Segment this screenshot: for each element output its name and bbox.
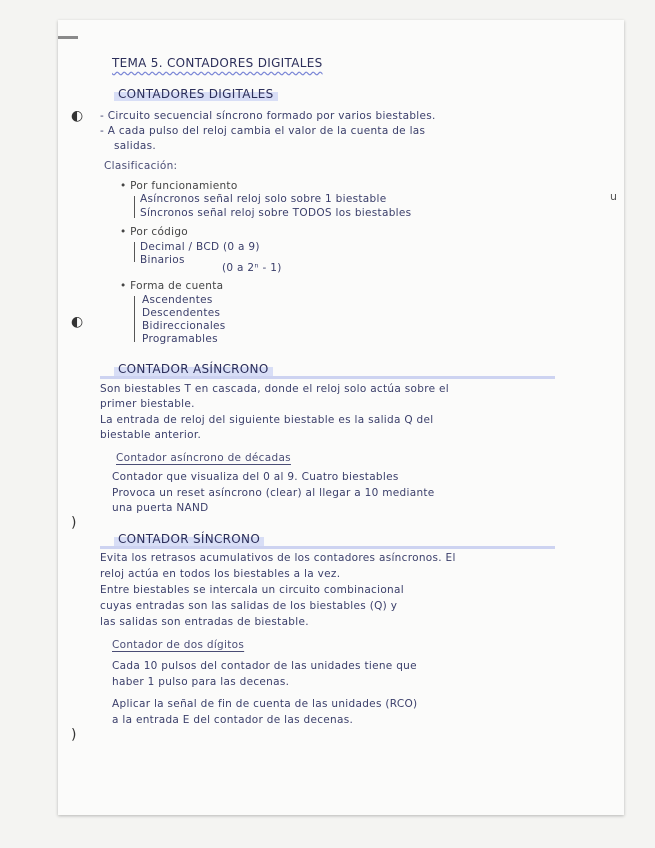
page-title: TEMA 5. CONTADORES DIGITALES <box>112 56 323 70</box>
body-line: Aplicar la señal de fin de cuenta de las unidades (RCO) <box>112 698 418 710</box>
punch-hole-icon: ) <box>71 727 77 743</box>
body-line: - Circuito secuencial síncrono formado por varios biestables. <box>100 110 436 122</box>
subsection-heading: Contador asíncrono de décadas <box>116 452 291 464</box>
body-line: biestable anterior. <box>100 429 202 441</box>
group-item: Síncronos señal reloj sobre TODOS los biestables <box>140 207 412 219</box>
group-item: Bidireccionales <box>142 320 226 332</box>
body-line: primer biestable. <box>100 398 195 410</box>
group-item: Decimal / BCD (0 a 9) <box>140 241 260 253</box>
page-corner-mark <box>58 36 78 39</box>
section-heading: CONTADOR ASÍNCRONO <box>114 362 273 376</box>
group-item: (0 a 2ⁿ - 1) <box>222 262 282 274</box>
section-heading: CONTADOR SÍNCRONO <box>114 532 264 546</box>
punch-hole-icon: ◐ <box>71 314 84 330</box>
group-item: Ascendentes <box>142 294 213 306</box>
bracket <box>134 242 135 262</box>
punch-hole-icon: ) <box>71 515 77 531</box>
bracket <box>134 196 135 218</box>
body-line: las salidas son entradas de biestable. <box>100 616 309 628</box>
body-line: Evita los retrasos acumulativos de los contadores asíncronos. El <box>100 552 456 564</box>
group-label: • Por funcionamiento <box>120 180 238 192</box>
body-line: Contador que visualiza del 0 al 9. Cuatro biestables <box>112 471 399 483</box>
group-label: • Por código <box>120 226 189 238</box>
margin-note: u <box>610 190 617 203</box>
group-item: Programables <box>142 333 218 345</box>
section-heading: CONTADORES DIGITALES <box>114 87 278 101</box>
section-divider <box>100 376 555 379</box>
body-line: Entre biestables se intercala un circuito combinacional <box>100 584 404 596</box>
classification-heading: Clasificación: <box>104 160 178 172</box>
body-line: - A cada pulso del reloj cambia el valor de la cuenta de las <box>100 125 426 137</box>
body-line: Son biestables T en cascada, donde el reloj solo actúa sobre el <box>100 383 449 395</box>
body-line: reloj actúa en todos los biestables a la vez. <box>100 568 341 580</box>
body-line: a la entrada E del contador de las decenas. <box>112 714 354 726</box>
group-item: Binarios <box>140 254 185 266</box>
group-item: Descendentes <box>142 307 221 319</box>
group-label: • Forma de cuenta <box>120 280 224 292</box>
body-line: cuyas entradas son las salidas de los biestables (Q) y <box>100 600 398 612</box>
section-divider <box>100 546 555 549</box>
group-item: Asíncronos señal reloj solo sobre 1 biestable <box>140 193 387 205</box>
body-line: una puerta NAND <box>112 502 209 514</box>
body-line: haber 1 pulso para las decenas. <box>112 676 290 688</box>
body-line: salidas. <box>114 140 157 152</box>
bracket <box>134 296 135 342</box>
subsection-heading: Contador de dos dígitos <box>112 639 245 651</box>
body-line: La entrada de reloj del siguiente biestable es la salida Q del <box>100 414 434 426</box>
body-line: Cada 10 pulsos del contador de las unidades tiene que <box>112 660 417 672</box>
body-line: Provoca un reset asíncrono (clear) al llegar a 10 mediante <box>112 487 435 499</box>
punch-hole-icon: ◐ <box>71 108 84 124</box>
